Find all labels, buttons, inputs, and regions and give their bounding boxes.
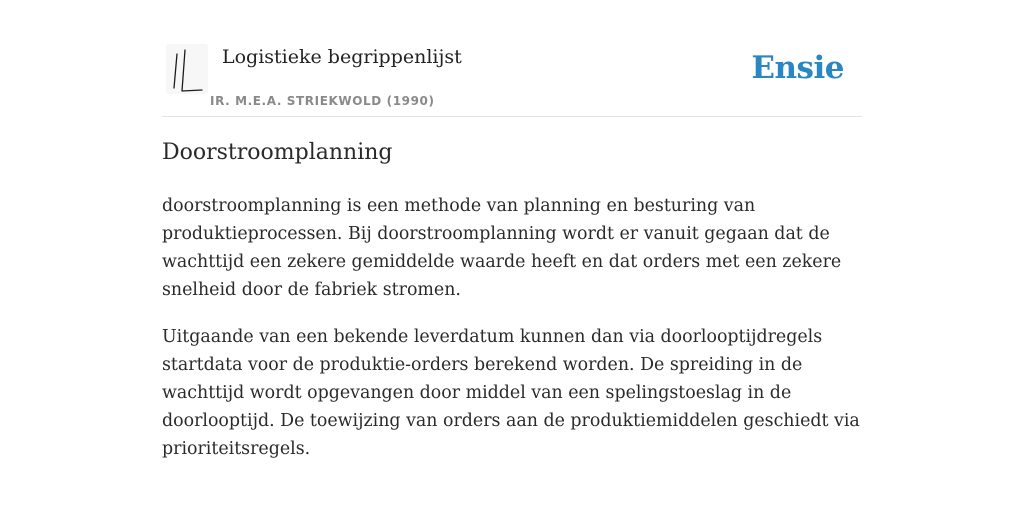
ensie-brand-link[interactable]: Ensie (751, 50, 844, 86)
book-title[interactable]: Logistieke begrippenlijst (222, 46, 462, 68)
book-header (162, 40, 862, 117)
entry-title: Doorstroomplanning (162, 140, 393, 165)
logo-drawing (166, 44, 208, 94)
definition-paragraph-2: Uitgaande van een bekende leverdatum kunnen dan via doorlooptijdregels startdata voor de produktie-orders berekend worden. De spreiding in de wachttijd wordt opgevangen door middel van een spelingstoeslag in de doorlooptijd. De toewijzing van orders aan de produktiemiddelen geschiedt via prioriteitsregels. (162, 327, 860, 459)
definition-paragraph-1: doorstroomplanning is een methode van planning en besturing van produktieprocessen. Bij doorstroomplanning wordt er vanuit gegaan dat de wachttijd een zekere gemiddelde waarde heeft en dat orders met een zekere snelheid door de fabriek stromen. (162, 196, 842, 300)
entry-definition (162, 192, 862, 482)
author-label: IR. M.E.A. STRIEKWOLD (1990) (210, 94, 435, 108)
handwritten-il-logo-icon[interactable] (166, 44, 208, 94)
